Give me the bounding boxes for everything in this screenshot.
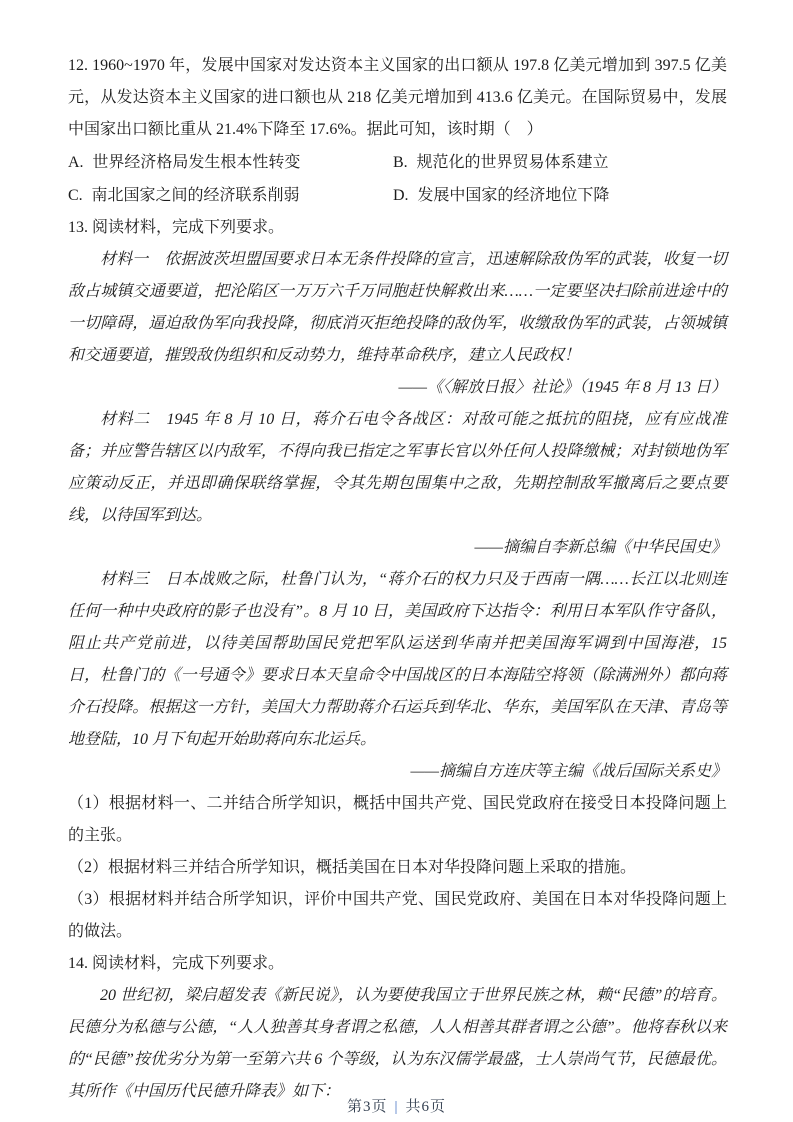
question-13-stem: 13. 阅读材料，完成下列要求。 [68, 219, 285, 236]
option-b [393, 146, 727, 179]
material-1-source: ——《〈解放日报〉社论》（1945 年 8 月 13 日） [398, 379, 727, 396]
option-d [393, 179, 727, 212]
option-a-label: A. [68, 154, 84, 171]
question-12-options [68, 146, 727, 212]
footer-page-number: 第3页 [346, 1099, 388, 1115]
option-c-label: C. [68, 187, 83, 204]
footer-separator: | [394, 1099, 399, 1115]
question-13-part-2: （2）根据材料三并结合所学知识，概括美国在日本对华投降问题上采取的措施。 [68, 859, 637, 876]
question-13-part-3: （3）根据材料并结合所学知识，评价中国共产党、国民党政府、美国在日本对华投降问题上的做法。 [68, 891, 727, 940]
material-2-source: ——摘编自李新总编《中华民国史》 [474, 539, 727, 556]
question-12-stem: 12. 1960~1970 年，发展中国家对发达资本主义国家的出口额从 197.8 亿美元增加到 397.5 亿美元，从发达资本主义国家的进口额也从 218 亿美元增加到 413.6 亿美元。在国际贸易中，发展中国家出口额比重从 21.4%下降至 17.6%。据此可知，该时期（ ） [68, 57, 727, 138]
option-a-text: 世界经济格局发生根本性转变 [92, 154, 301, 171]
option-c [68, 179, 393, 212]
material-3-body: 材料三 日本战败之际，杜鲁门认为，“蒋介石的权力只及于西南一隅……长江以北则连任何一种中央政府的影子也没有”。8 月 10 日，美国政府下达指令：利用日本军队作守备队，阻止共产党前进，以待美国帮助国民党把军队运送到华南并把美国海军调到中国海港，15 日，杜鲁门的《一号通令》要求日本天皇命令中国战区的日本海陆空将领（除满洲外）都向蒋介石投降。根据这一方针，美国大力帮助蒋介石运兵到华北、华东，美国军队在天津、青岛等地登陆，10 月下旬起开始助蒋向东北运兵。 [68, 571, 727, 748]
footer-total-pages: 共6页 [405, 1099, 447, 1115]
option-d-text: 发展中国家的经济地位下降 [417, 187, 610, 204]
option-c-text: 南北国家之间的经济联系削弱 [91, 187, 300, 204]
option-b-label: B. [393, 154, 408, 171]
question-14-body: 20 世纪初，梁启超发表《新民说》，认为要使我国立于世界民族之林，赖“民德”的培育。民德分为私德与公德，“人人独善其身者谓之私德，人人相善其群者谓之公德”。他将春秋以来的“民德”按优劣分为第一至第六共 6 个等级，认为东汉儒学最盛，士人崇尚气节，民德最优。其所作《中国历代民德升降表》如下： [68, 987, 727, 1100]
material-3-source: ——摘编自方连庆等主编《战后国际关系史》 [410, 763, 727, 780]
question-14-stem: 14. 阅读材料，完成下列要求。 [68, 955, 285, 972]
option-a [68, 146, 393, 179]
material-1-body: 材料一 依据波茨坦盟国要求日本无条件投降的宣言，迅速解除敌伪军的武装，收复一切敌占城镇交通要道，把沦陷区一万万六千万同胞赶快解救出来……一定要坚决扫除前进途中的一切障碍，逼迫敌伪军向我投降，彻底消灭拒绝投降的敌伪军，收缴敌伪军的武装，占领城镇和交通要道，摧毁敌伪组织和反动势力，维持革命秩序，建立人民政权！ [68, 251, 727, 364]
page-footer [0, 1095, 793, 1116]
material-2-body: 材料二 1945 年 8 月 10 日，蒋介石电令各战区：对敌可能之抵抗的阻挠，应有应战准备；并应警告辖区以内敌军，不得向我已指定之军事长官以外任何人投降缴械；对封锁地伪军应策动反正，并迅即确保联络掌握，令其先期包围集中之敌，先期控制敌军撤离后之要点要线，以待国军到达。 [68, 411, 727, 524]
option-d-label: D. [393, 187, 409, 204]
option-b-text: 规范化的世界贸易体系建立 [416, 154, 609, 171]
question-13-part-1: （1）根据材料一、二并结合所学知识，概括中国共产党、国民党政府在接受日本投降问题上的主张。 [68, 795, 727, 844]
page-content [68, 50, 727, 1108]
